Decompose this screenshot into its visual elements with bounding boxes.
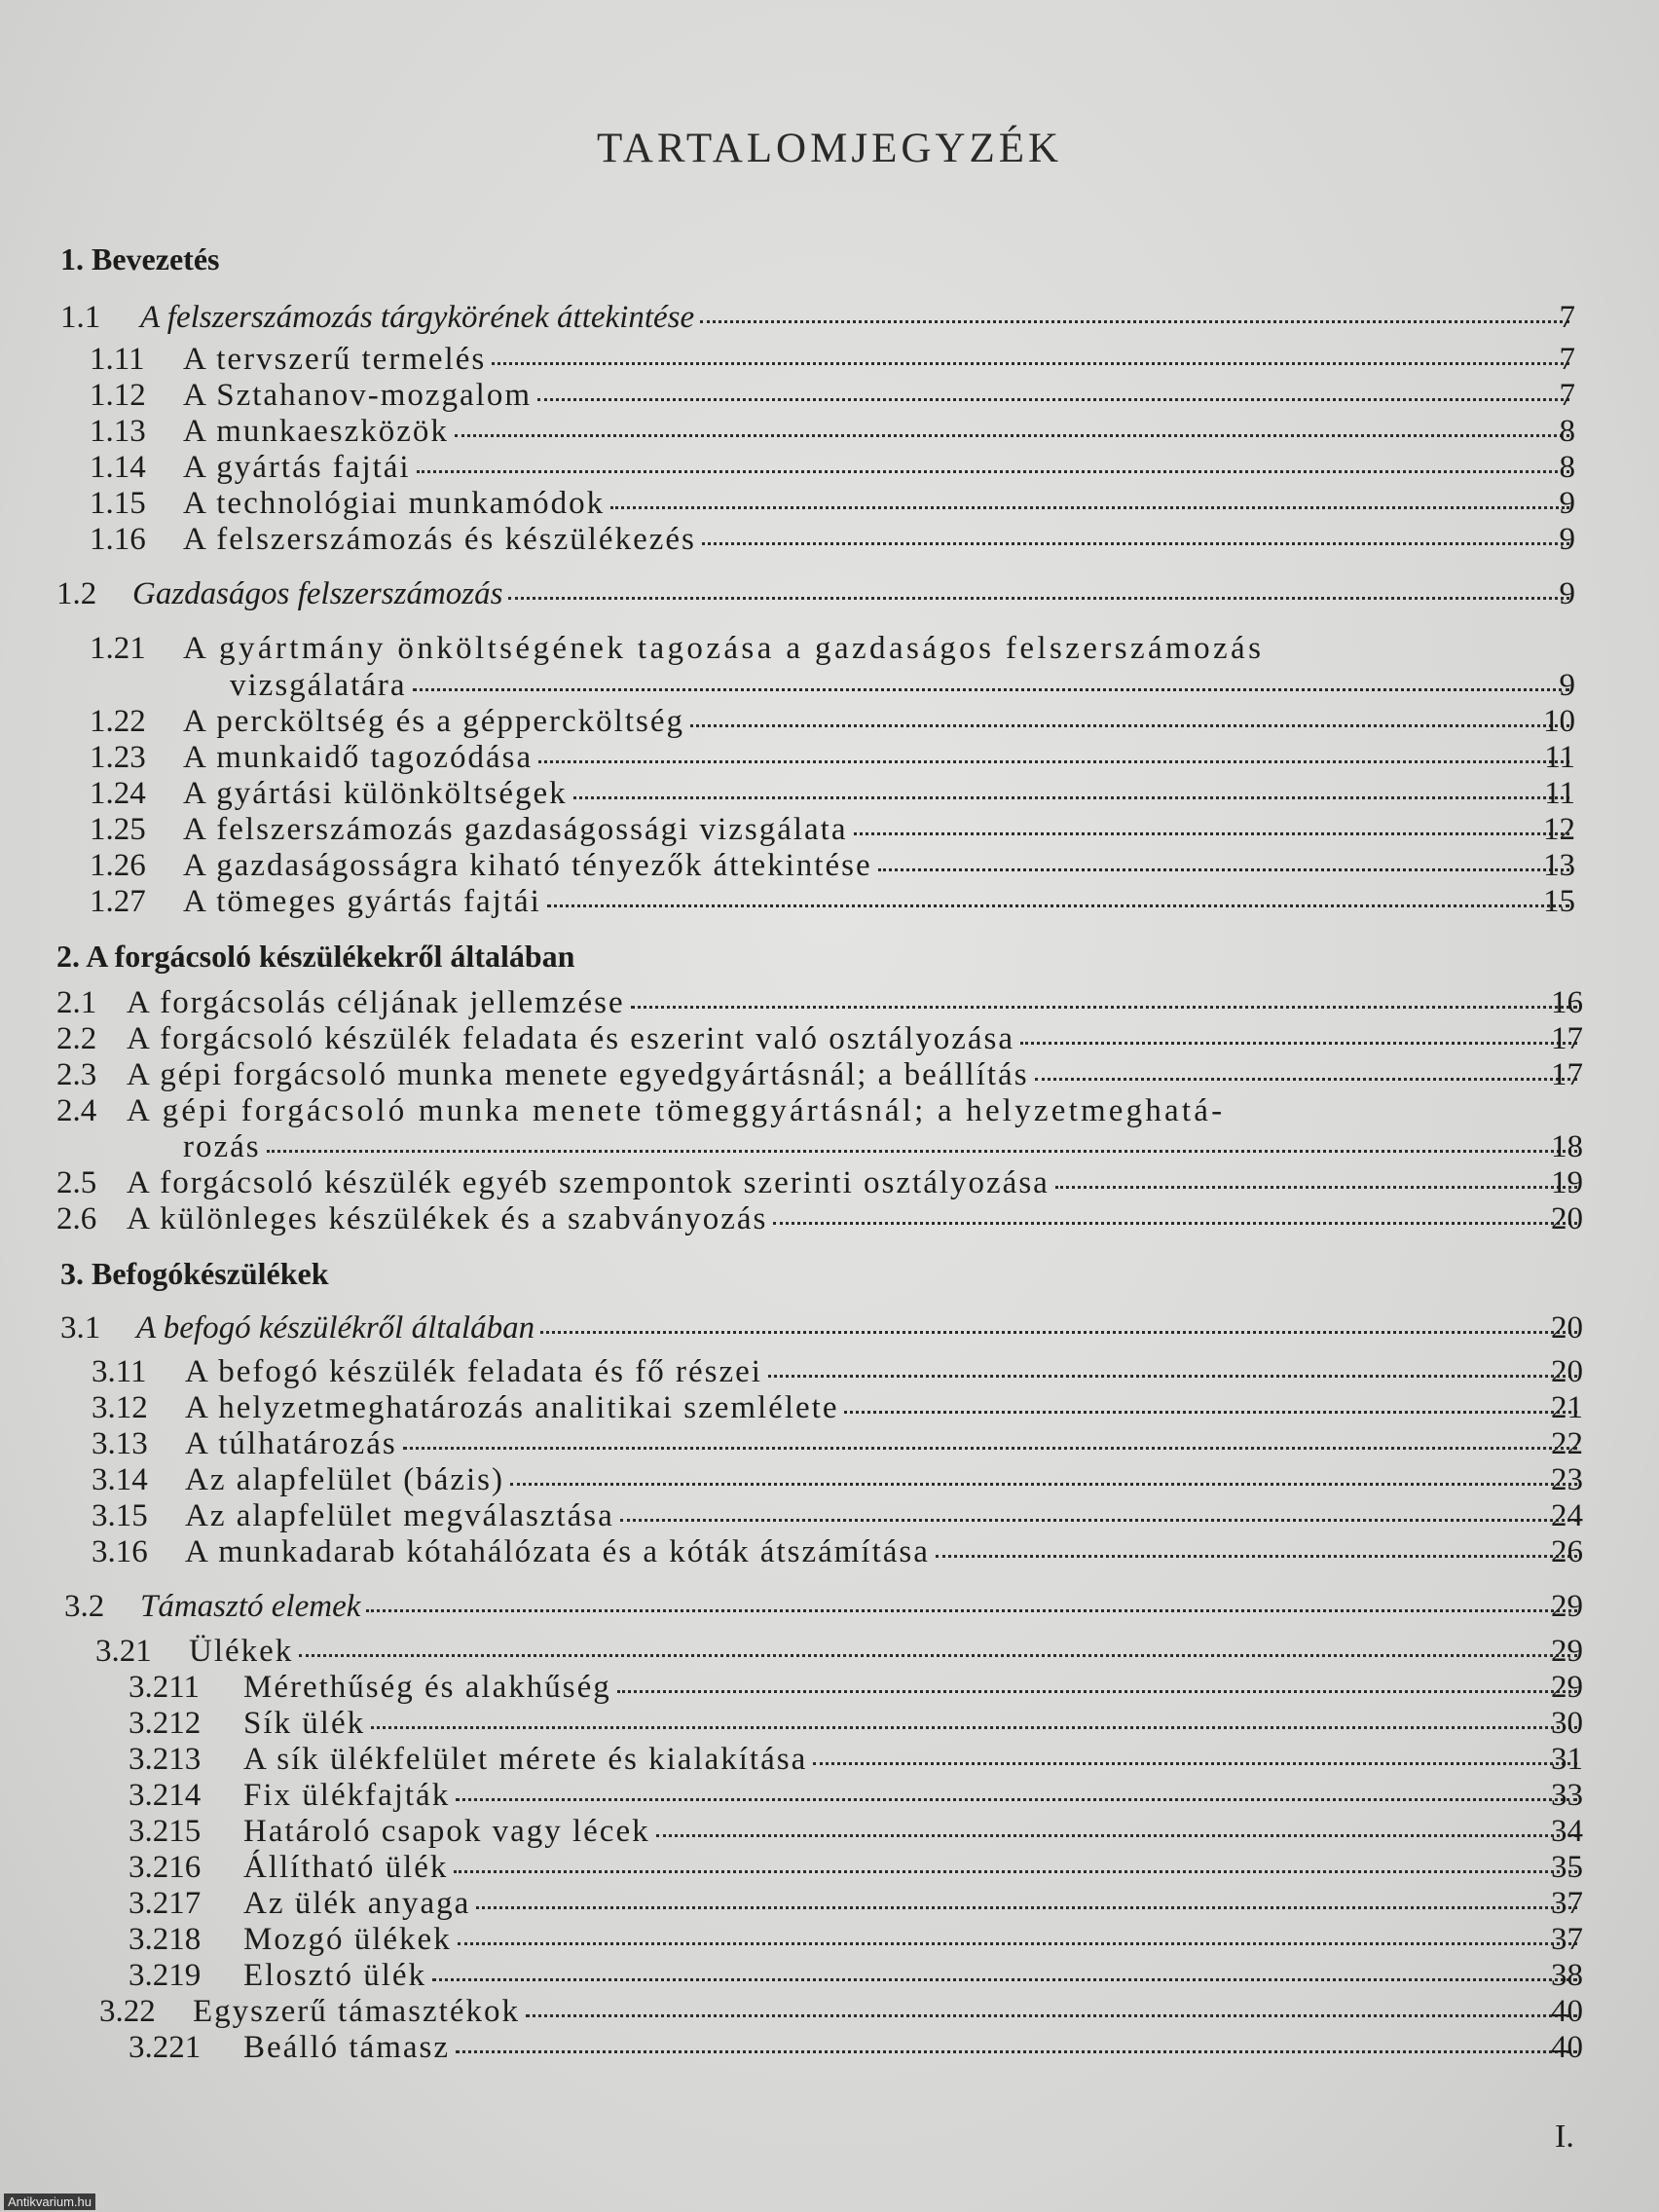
toc-entry: 1.24 A gyártási különköltségek 11 — [90, 776, 1575, 811]
toc-entry: 1.27 A tömeges gyártás fajtái 15 — [90, 884, 1575, 919]
toc-entry: 3.12 A helyzetmeghatározás analitikai szemlélete 21 — [92, 1390, 1583, 1425]
toc-entry: 3.211 Mérethűség és alakhűség 29 — [129, 1670, 1583, 1705]
page-number-mark: I. — [1555, 2119, 1574, 2155]
page-title: TARTALOMJEGYZÉK — [596, 126, 1063, 171]
toc-entry: 3.16 A munkadarab kótahálózata és a kóták átszámítása 26 — [92, 1534, 1583, 1569]
toc-entry: 2.2 A forgácsoló készülék feladata és eszerint való osztályozása 17 — [56, 1021, 1583, 1056]
toc-entry: 3.217 Az ülék anyaga 37 — [129, 1886, 1583, 1921]
toc-entry: 3.21 Ülékek 29 — [95, 1634, 1583, 1669]
toc-entry: 1.25 A felszerszámozás gazdaságossági vizsgálata 12 — [90, 812, 1575, 847]
toc-entry: 3.213 A sík ülékfelület mérete és kialakítása 31 — [129, 1742, 1583, 1777]
toc-entry: 3.15 Az alapfelület megválasztása 24 — [92, 1498, 1583, 1533]
chapter-heading-1: 1. Bevezetés — [60, 241, 220, 276]
toc-entry-continued: rozás 18 — [183, 1129, 1583, 1164]
chapter-heading-2: 2. A forgácsoló készülékekről általában — [56, 939, 575, 974]
toc-entry-continued: vizsgálatára 9 — [230, 668, 1575, 703]
toc-entry: 2.4 A gépi forgácsoló munka menete tömeggyártásnál; a helyzetmeghatá- — [56, 1093, 1226, 1128]
toc-entry: 1.1 A felszerszámozás tárgykörének áttekintése 7 — [60, 300, 1575, 335]
toc-entry: 1.13 A munkaeszközök 8 — [90, 414, 1575, 449]
toc-entry: 3.13 A túlhatározás 22 — [92, 1426, 1583, 1461]
toc-entry: 1.16 A felszerszámozás és készülékezés 9 — [90, 522, 1575, 557]
toc-entry: 3.212 Sík ülék 30 — [129, 1706, 1583, 1741]
toc-entry: 1.14 A gyártás fajtái 8 — [90, 450, 1575, 485]
toc-entry: 1.2 Gazdaságos felszerszámozás 9 — [56, 576, 1575, 611]
watermark: Antikvarium.hu — [4, 2194, 95, 2210]
toc-entry: 1.26 A gazdaságosságra kiható tényezők áttekintése 13 — [90, 848, 1575, 883]
toc-entry: 1.21 A gyártmány önköltségének tagozása a gazdaságos felszerszámozás — [90, 631, 1265, 666]
toc-entry: 3.215 Határoló csapok vagy lécek 34 — [129, 1814, 1583, 1849]
toc-entry: 3.14 Az alapfelület (bázis) 23 — [92, 1462, 1583, 1497]
toc-entry: 3.216 Állítható ülék 35 — [129, 1850, 1583, 1885]
toc-entry: 1.11 A tervszerű termelés 7 — [90, 342, 1575, 377]
chapter-heading-3: 3. Befogókészülékek — [60, 1256, 329, 1291]
toc-entry: 1.15 A technológiai munkamódok 9 — [90, 486, 1575, 521]
toc-entry: 2.3 A gépi forgácsoló munka menete egyedgyártásnál; a beállítás 17 — [56, 1057, 1583, 1092]
toc-entry: 1.22 A percköltség és a géppercköltség 10 — [90, 704, 1575, 739]
toc-entry: 3.11 A befogó készülék feladata és fő részei 20 — [92, 1354, 1583, 1389]
toc-entry: 3.219 Elosztó ülék 38 — [129, 1958, 1583, 1993]
toc-entry: 2.5 A forgácsoló készülék egyéb szempontok szerinti osztályozása 19 — [56, 1165, 1583, 1200]
toc-entry: 3.221 Beálló támasz 40 — [129, 2030, 1583, 2065]
toc-entry: 3.214 Fix ülékfajták 33 — [129, 1778, 1583, 1813]
toc-entry: 2.6 A különleges készülékek és a szabványozás 20 — [56, 1201, 1583, 1236]
toc-entry: 3.2 Támasztó elemek 29 — [64, 1589, 1583, 1624]
toc-entry: 3.1 A befogó készülékről általában 20 — [60, 1310, 1583, 1346]
toc-entry: 1.12 A Sztahanov-mozgalom 7 — [90, 378, 1575, 413]
toc-entry: 3.218 Mozgó ülékek 37 — [129, 1922, 1583, 1957]
toc-entry: 3.22 Egyszerű támasztékok 40 — [99, 1994, 1583, 2029]
toc-entry: 1.23 A munkaidő tagozódása 11 — [90, 740, 1575, 775]
toc-entry: 2.1 A forgácsolás céljának jellemzése 16 — [56, 985, 1583, 1020]
